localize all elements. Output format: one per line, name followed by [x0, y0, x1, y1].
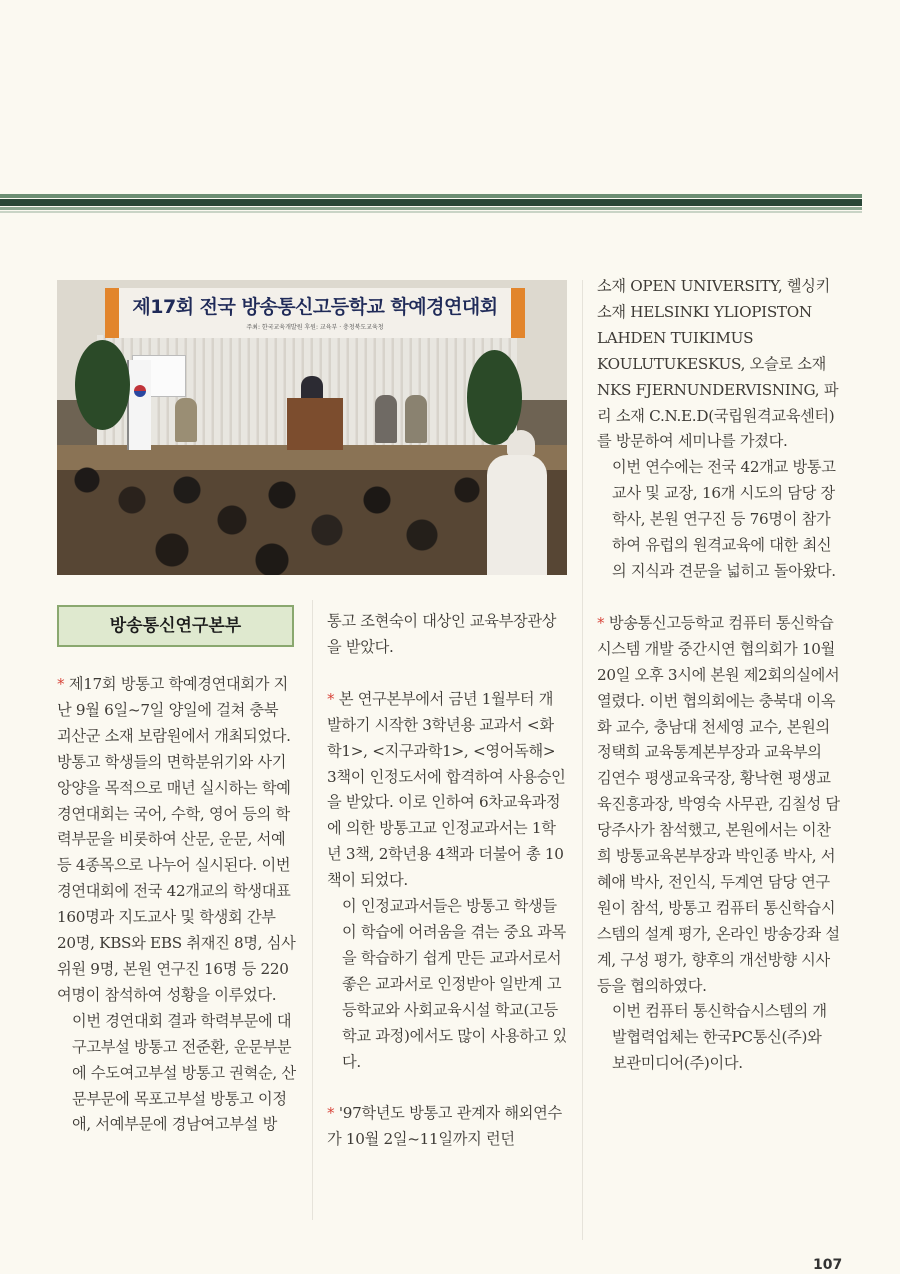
column-divider: [312, 600, 313, 1220]
podium: [287, 398, 343, 450]
section-heading: [57, 605, 294, 647]
paragraph: * 방송통신고등학교 컴퓨터 통신학습시스템 개발 중간시연 협의회가 10월 20일 오후 3시에 본원 제2회의실에서 열렸다. 이번 협의회에는 충북대 이옥화 교수, 충남대 천세영 교수, 본원의 정택희 교육통계본부장과 교육부의 김연수 평생교육국장, 황낙현 평생교육진흥과장, 박영숙 사무관, 김칠성 담당주사가 참석했고, 본원에서는 이찬희 방통교육본부장과 박인종 박사, 서혜애 박사, 전인식, 두계연 담당 연구원이 참석, 방통고 컴퓨터 통신학습시스템의 설계 평가, 온라인 방송강좌 설계, 구성 평가, 향후의 개선방향 시사 등을 협의하였다.: [597, 613, 840, 995]
column-divider: [582, 280, 583, 1240]
header-stripe: [0, 211, 862, 213]
flag: [127, 360, 151, 450]
paragraph: * 제17회 방통고 학예경연대회가 지난 9월 6일~7일 양일에 걸쳐 충북 괴산군 소재 보람원에서 개최되었다. 방통고 학생들의 면학분위기와 사기 앙양을 목적으로 매년 실시하는 학예경연대회는 국어, 수학, 영어 등의 학력부문을 비롯하여 산문, 운문, 서예 등 4종목으로 나누어 실시된다. 이번 경연대회에 전국 42개교의 학생대표 160명과 지도교사 및 학생회 간부 20명, KBS와 EBS 취재진 8명, 심사위원 9명, 본원 연구진 16명 등 220여명이 참석하여 성황을 이루었다.: [57, 675, 296, 1004]
bullet-icon: *: [327, 689, 335, 708]
banner-subtitle: 주최: 한국교육개발원 후원: 교육부 · 충청북도교육청: [246, 324, 384, 331]
article-column-2: [327, 609, 567, 1153]
paragraph: 이 인정교과서들은 방통고 학생들이 학습에 어려움을 겪는 중요 과목을 학습하기 쉽게 만든 교과서로서 좋은 교과서로 인정받아 일반계 고등학교와 사회교육시설 학교(고등학교 과정)에서도 많이 사용하고 있다.: [342, 897, 567, 1071]
paragraph: 소재 OPEN UNIVERSITY, 헬싱키 소재 HELSINKI YLIOPISTON LAHDEN TUIKIMUS KOULUTUKESKUS, 오슬로 소재 NKS FJERNUNDERVISNING, 파리 소재 C.N.E.D(국립원격교육센터)를 방문하여 세미나를 가졌다.: [597, 277, 839, 451]
photo-banner: [105, 288, 525, 338]
paragraph: 통고 조현숙이 대상인 교육부장관상을 받았다.: [327, 612, 557, 656]
header-stripe: [0, 194, 862, 198]
event-photo: [57, 280, 567, 575]
paragraph: 이번 컴퓨터 통신학습시스템의 개발협력업체는 한국PC통신(주)와 보관미디어(주)이다.: [612, 1002, 827, 1073]
speaker: [301, 376, 323, 400]
page-number: 107: [813, 1257, 843, 1273]
article-column-3: [597, 274, 840, 1077]
section-heading-text: 방송통신연구본부: [109, 616, 242, 636]
decorative-watermark: [700, 60, 870, 180]
paragraph: * '97학년도 방통고 관계자 해외연수가 10월 2일~11일까지 런던: [327, 1104, 562, 1149]
header-stripe: [0, 207, 862, 210]
paragraph: 이번 연수에는 전국 42개교 방통고 교사 및 교장, 16개 시도의 담당 장학사, 본원 연구진 등 76명이 참가하여 유럽의 원격교육에 대한 최신의 지식과 견문을 넓히고 돌아왔다.: [612, 458, 836, 580]
paragraph: * 본 연구본부에서 금년 1월부터 개발하기 시작한 3학년용 교과서 <화학1>, <지구과학1>, <영어독해> 3책이 인정도서에 합격하여 사용승인을 받았다. 이로 인하여 6차교육과정에 의한 방통고교 인정교과서는 1학년 3책, 2학년용 4책과 더불어 총 10책이 되었다.: [327, 689, 566, 890]
banner-title: 제17회 전국 방송통신고등학교 학예경연대회: [132, 296, 498, 318]
article-column-1: [57, 672, 297, 1138]
bullet-icon: *: [597, 613, 605, 632]
bullet-icon: *: [327, 1104, 335, 1123]
paragraph: 이번 경연대회 결과 학력부문에 대구고부설 방통고 전준환, 운문부분에 수도여고부설 방통고 권혁순, 산문부문에 목포고부설 방통고 이정애, 서예부문에 경남여고부설 방: [72, 1011, 296, 1134]
bullet-icon: *: [57, 675, 65, 693]
header-stripe: [0, 199, 862, 206]
